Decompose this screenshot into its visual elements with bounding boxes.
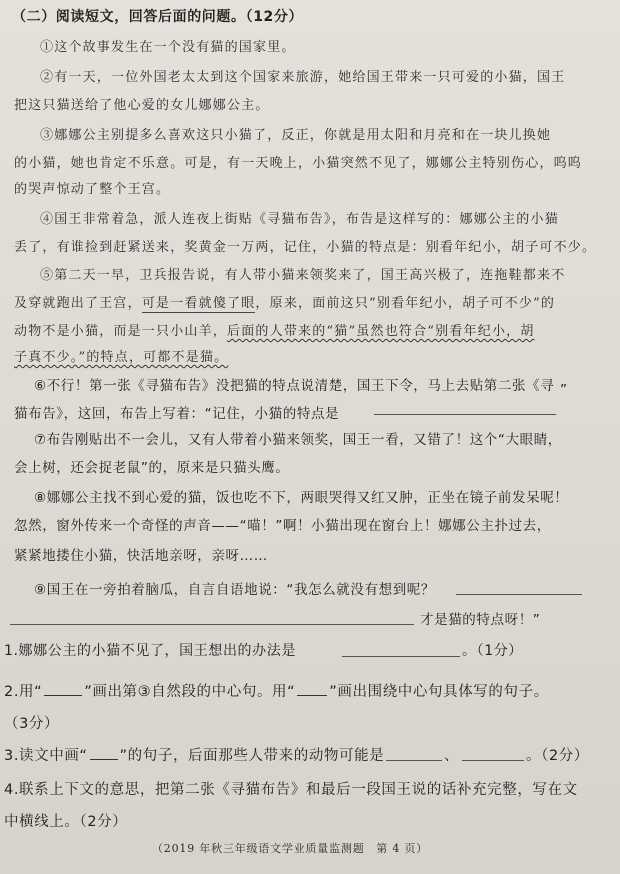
paragraph-5-line-3 xyxy=(14,320,620,339)
paragraph-4-line-1: ④国王非常着急，派人连夜上街贴《寻猫布告》，布告是这样写的：娜娜公主的小猫 xyxy=(40,212,559,227)
question-1-score: 。（1分） xyxy=(462,643,523,659)
paragraph-7-line-1: ⑦布告刚贴出不一会儿，又有人带着小猫来领奖，国王一看，又错了！这个“大眼睛， xyxy=(34,432,562,448)
paragraph-8-line-1: ⑧娜娜公主找不到心爱的猫，饭也吃不下，两眼哭得又红又肿，正坐在镜子前发呆呢！ xyxy=(34,490,569,506)
straight-line-symbol-2 xyxy=(297,685,327,696)
straight-line-symbol xyxy=(44,685,82,696)
paragraph-2-line-1: ②有一天，一位外国老太太到这个国家来旅游，她给国王带来一只可爱的小猫，国王 xyxy=(40,70,566,85)
question-2-text: ”画出第③自然段的中心句。用“ xyxy=(84,684,296,700)
section-title: （二）阅读短文，回答后面的问题。（12分） xyxy=(12,9,304,25)
question-3-text: ”的句子，后面那些人带来的动物可能是 xyxy=(119,748,385,764)
paragraph-9-line-2: 才是猫的特点呀！” xyxy=(420,612,541,628)
paragraph-8-line-3: 紧紧地搂住小猫，快活地亲呀，亲呀…… xyxy=(14,548,268,564)
paragraph-5-text: 动物不是小猫，而是一只小山羊， xyxy=(14,324,228,339)
question-4-line-2: 中横线上。（2分） xyxy=(4,814,128,830)
paragraph-5-line-4 xyxy=(14,346,620,365)
question-3-separator: 、 xyxy=(444,748,460,764)
page-footer: （2019 年秋三年级语文学业质量监测题 第 4 页） xyxy=(152,842,429,855)
question-3-text: 3.读文中画“ xyxy=(4,748,88,764)
paragraph-8-line-2: 忽然，窗外传来一个奇怪的声音——“喵！”啊！小猫出现在窗台上！娜娜公主扑过去， xyxy=(14,518,551,534)
wavy-underlined-sentence-end: 子真不少。”的特点，可都不是猫。 xyxy=(14,350,229,365)
answer-blank-king-1[interactable] xyxy=(456,594,582,595)
wavy-underlined-sentence: 后面的人带来的“猫”虽然也符合“别看年纪小，胡 xyxy=(227,324,535,339)
answer-blank-notice[interactable] xyxy=(374,414,556,415)
question-4-line-1: 4.联系上下文的意思，把第二张《寻猫布告》和最后一段国王说的话补充完整，写在文 xyxy=(4,782,578,798)
paragraph-3-line-3: 的哭声惊动了整个王宫。 xyxy=(14,182,171,197)
paragraph-1: ①这个故事发生在一个没有猫的国家里。 xyxy=(40,40,296,55)
question-3-score: 。（2分） xyxy=(526,748,589,764)
question-1-text: 1.娜娜公主的小猫不见了，国王想出的办法是 xyxy=(4,643,296,659)
paragraph-7-line-2: 会上树，还会捉老鼠”的，原来是只猫头鹰。 xyxy=(14,460,290,476)
answer-blank-q1[interactable] xyxy=(342,656,460,657)
answer-blank-king-2[interactable] xyxy=(10,624,414,625)
closing-quote: ” xyxy=(560,382,568,398)
answer-blank-q3-2[interactable] xyxy=(462,760,524,761)
paragraph-3-line-1: ③娜娜公主别提多么喜欢这只小猫了，反正，你就是用太阳和月亮和在一块儿换她 xyxy=(40,128,552,143)
paragraph-4-line-2: 丢了，有谁捡到赶紧送来，奖黄金一万两，记住，小猫的特点是：别看年纪小，胡子可不少。 xyxy=(14,240,597,255)
paragraph-5-line-1: ⑤第二天一早，卫兵报告说，有人带小猫来领奖来了，国王高兴极了，连拖鞋都来不 xyxy=(40,268,566,283)
paragraph-5-text: ，原来，面前这只“别看年纪小，胡子可不少”的 xyxy=(255,296,556,311)
paragraph-6-text: 猫布告》，这回，布告上写着：“记住，小猫的特点是 xyxy=(14,406,340,422)
question-2-text: 2.用“ xyxy=(4,684,43,700)
paragraph-3-line-2: 的小猫，她也肯定不乐意。可是，有一天晚上，小猫突然不见了，娜娜公主特别伤心，呜呜 xyxy=(14,156,583,171)
paragraph-2-line-2: 把这只猫送给了他心爱的女儿娜娜公主。 xyxy=(14,98,270,113)
paragraph-9-line-1: ⑨国王在一旁拍着脑瓜，自言自语地说：“我怎么就没有想到呢？ xyxy=(34,582,435,598)
answer-blank-q3-1[interactable] xyxy=(386,760,442,761)
paragraph-6-line-1: ⑥不行！第一张《寻猫布告》没把猫的特点说清楚，国王下令，马上去贴第二张《寻 xyxy=(34,378,555,394)
paragraph-5-text: 及穿就跑出了王宫， xyxy=(14,296,142,311)
underlined-sentence: 可是一看就傻了眼 xyxy=(141,296,256,311)
paragraph-6-line-2 xyxy=(14,402,620,422)
question-2 xyxy=(4,680,620,701)
question-2-text: ”画出围绕中心句具体写的句子。 xyxy=(329,684,549,700)
wavy-line-symbol xyxy=(90,749,118,760)
question-2-score: （3分） xyxy=(4,716,60,732)
paragraph-5-line-2 xyxy=(14,292,620,311)
